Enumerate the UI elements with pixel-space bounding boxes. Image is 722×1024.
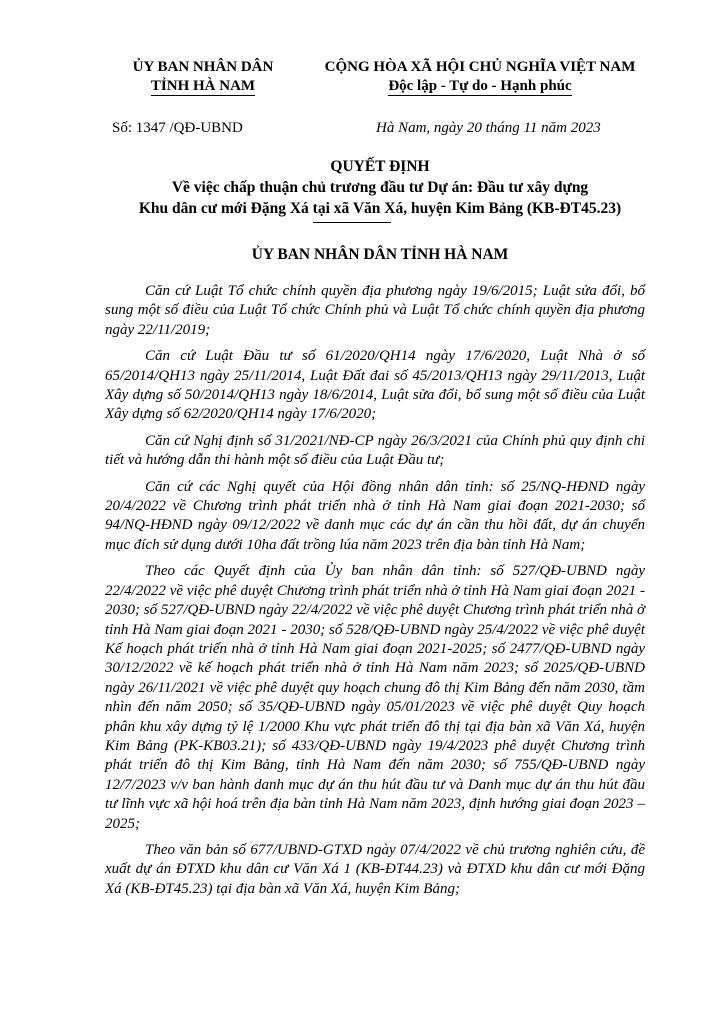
paragraph: Căn cứ Luật Tổ chức chính quyền địa phương ngày 19/6/2015; Luật sửa đổi, bổ sung một số điều của Luật Tổ chức Chính phủ và Luật Tổ chức chính quyền địa phương ngày 22/11/2019; — [105, 283, 645, 338]
issuer-line-1: ỦY BAN NHÂN DÂN — [132, 59, 274, 75]
document-number: Số: 1347 /QĐ-UBND — [112, 120, 243, 136]
issuing-body: ỦY BAN NHÂN DÂN TỈNH HÀ NAM — [251, 246, 509, 263]
paragraph: Theo các Quyết định của Ủy ban nhân dân tỉnh: số 527/QĐ-UBND ngày 22/4/2022 về việc phê duyệt Chương trình phát triển nhà ở tỉnh Hà Nam giai đoạn 2021 - 2030; số 527/QĐ-UBND ngày 22/4/2022 về việc phê duyệt Chương trình phát triển nhà ở tỉnh Hà Nam giai đoạn 2021 - 2030; số 528/QĐ-UBND ngày 25/4/2022 về việc phê duyệt Kế hoạch phát triển nhà ở tỉnh Hà Nam giai đoạn 2021-2025; số 2477/QĐ-UBND ngày 30/12/2022 về kế hoạch phát triển nhà ở tỉnh Hà Nam năm 2023; số 2025/QĐ-UBND ngày 26/11/2021 về việc phê duyệt quy hoạch chung đô thị Kim Bảng đến năm 2030, tầm nhìn đến năm 2050; số 35/QĐ-UBND ngày 05/01/2023 về việc phê duyệt Quy hoạch phân khu xây dựng tỷ lệ 1/2000 Khu vực phát triển đô thị tại địa bàn xã Văn Xá, huyện Kim Bảng (PK-KB03.21); số 433/QĐ-UBND ngày 19/4/2023 phê duyệt Chương trình phát triển đô thị Kim Bảng, tỉnh Hà Nam đến năm 2030; số 755/QĐ-UBND ngày 12/7/2023 v/v ban hành danh mục dự án thu hút đầu tư và Danh mục dự án thu hút đầu tư lĩnh vực xã hội hoá trên địa bàn tỉnh Hà Nam năm 2023, định hướng giai đoạn 2023 – 2025; — [105, 563, 645, 832]
nation-line-1: CỘNG HÒA XÃ HỘI CHỦ NGHĨA VIỆT NAM — [324, 59, 636, 75]
nation-block — [300, 58, 660, 96]
decision-title: QUYẾT ĐỊNH — [330, 158, 430, 175]
decision-title-block — [90, 156, 670, 219]
issuer-block — [108, 58, 298, 96]
title-divider — [313, 222, 391, 223]
issuer-line-2: TỈNH HÀ NAM — [150, 78, 256, 94]
nation-motto: Độc lập - Tự do - Hạnh phúc — [388, 78, 572, 94]
paragraph: Theo văn bản số 677/UBND-GTXD ngày 07/4/2022 về chủ trương nghiên cứu, đề xuất dự án ĐTXD khu dân cư Văn Xá 1 (KB-ĐT44.23) và ĐTXD khu dân cư mới Đặng Xá (KB-ĐT45.23) tại địa bàn xã Văn Xá, huyện Kim Bảng; — [105, 841, 645, 897]
decision-subject-line-1: Về việc chấp thuận chủ trương đầu tư Dự án: Đầu tư xây dựng — [171, 179, 589, 196]
document-body — [105, 282, 645, 906]
paragraph: Căn cứ Luật Đầu tư số 61/2020/QH14 ngày 17/6/2020, Luật Nhà ở số 65/2014/QH13 ngày 25/11/2014, Luật Đất đai số 45/2013/QH13 ngày 29/11/2013, Luật Xây dựng số 50/2014/QH13 ngày 18/6/2014, Luật sửa đổi, bổ sung một số điều của Luật Xây dựng số 62/2020/QH14 ngày 17/6/2020; — [105, 348, 645, 423]
paragraph: Căn cứ Nghị định số 31/2021/NĐ-CP ngày 26/3/2021 của Chính phủ quy định chi tiết và hướng dẫn thi hành một số điều của Luật Đầu tư; — [105, 432, 645, 469]
decision-subject-line-2: Khu dân cư mới Đặng Xá tại xã Văn Xá, huyện Kim Bảng (KB-ĐT45.23) — [138, 200, 622, 217]
paragraph: Căn cứ các Nghị quyết của Hội đồng nhân dân tỉnh: số 25/NQ-HĐND ngày 20/4/2022 về Chương trình phát triển nhà ở tỉnh Hà Nam giai đoạn 2021-2030; số 94/NQ-HĐND ngày 09/12/2022 về danh mục các dự án cần thu hồi đất, dự án chuyển mục đích sử dụng dưới 10ha đất trồng lúa năm 2023 trên địa bàn tỉnh Hà Nam; — [105, 478, 645, 553]
place-date: Hà Nam, ngày 20 tháng 11 năm 2023 — [376, 120, 601, 136]
